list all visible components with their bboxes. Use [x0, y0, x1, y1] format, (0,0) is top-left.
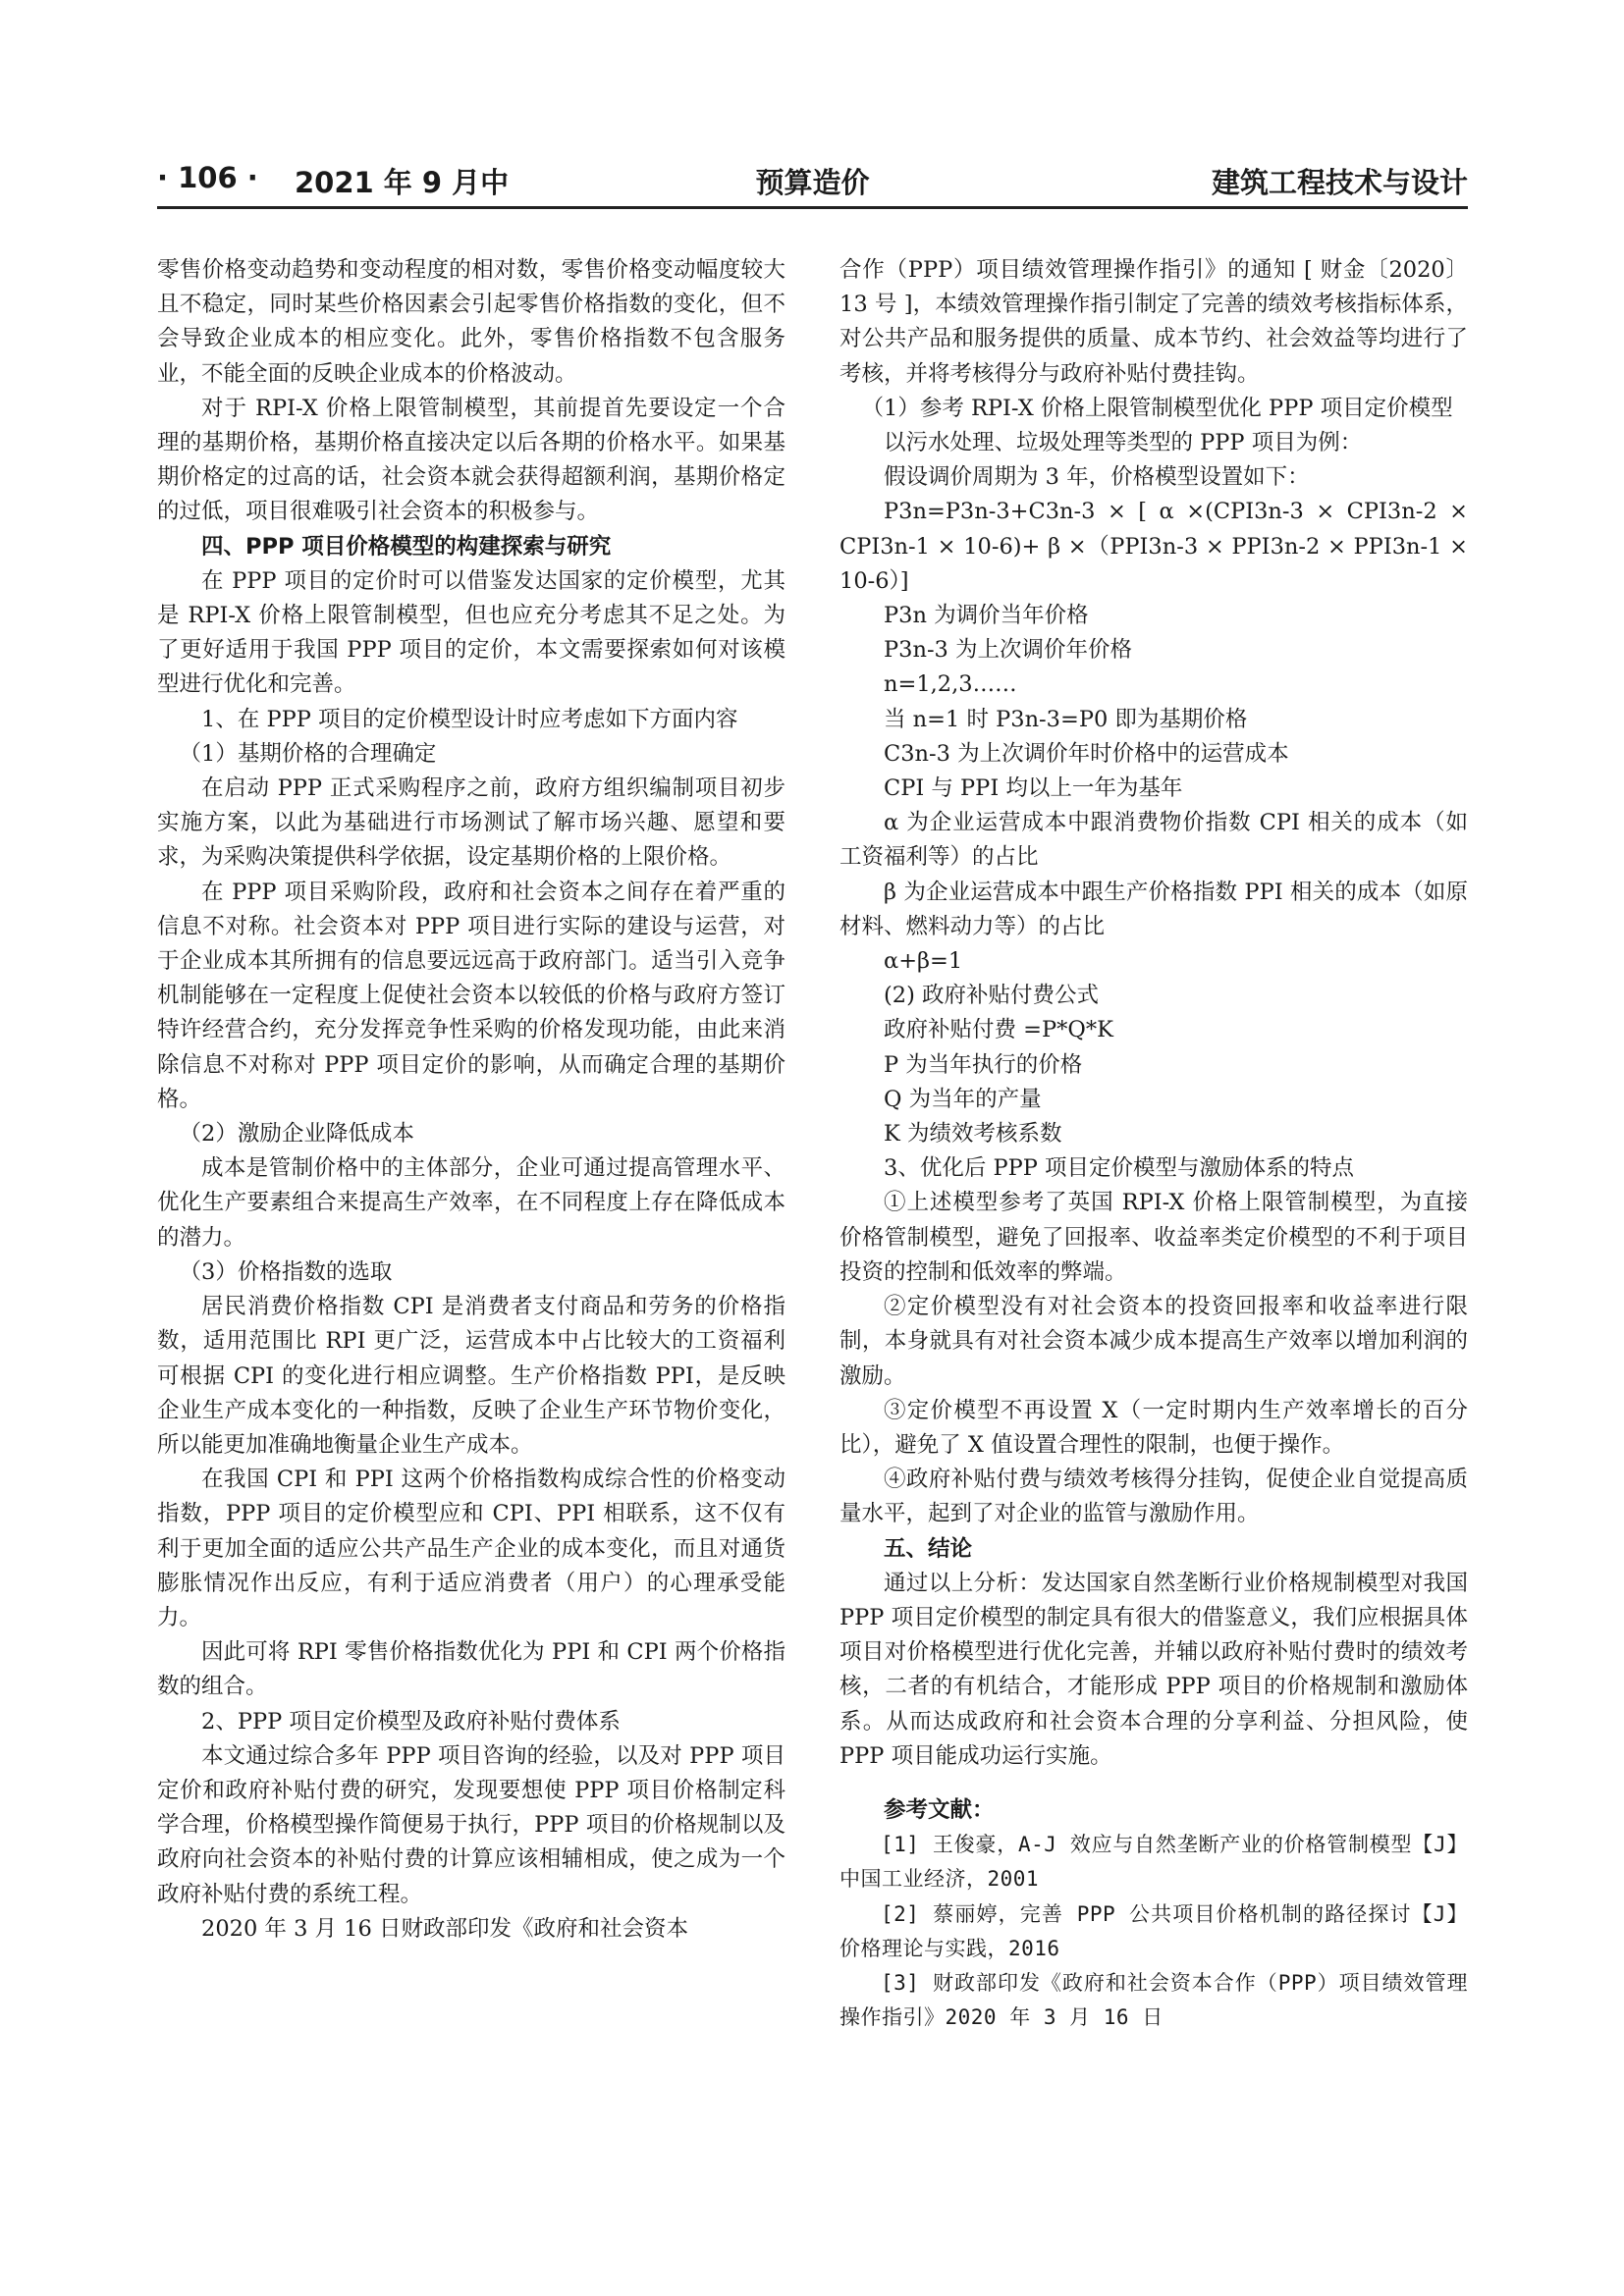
- formula-line: 当 n=1 时 P3n-3=P0 即为基期价格: [884, 706, 1248, 732]
- paragraph: 本文通过综合多年 PPP 项目咨询的经验，以及对 PPP 项目定价和政府补贴付费的研究，发现要想使 PPP 项目价格制定科学合理，价格模型操作简便易于执行，PPP 项目的价格规制以及政府向社会资本的补贴付费的计算应该相辅相成，使之成为一个政府补贴付费的系统工程。: [157, 1742, 785, 1907]
- reference-item: [2] 蔡丽婷，完善 PPP 公共项目价格机制的路径探讨【J】价格理论与实践，2016: [839, 1901, 1468, 1960]
- section-heading: 五、结论: [884, 1535, 973, 1562]
- paragraph: 通过以上分析：发达国家自然垄断行业价格规制模型对我国 PPP 项目定价模型的制定具有很大的借鉴意义，我们应根据具体项目对价格模型进行优化完善，并辅以政府补贴付费时的绩效考核，二者的有机结合，才能形成 PPP 项目的价格规制和激励体系。从而达成政府和社会资本合理的分享利益、分担风险，使 PPP 项目能成功运行实施。: [839, 1570, 1468, 1769]
- paragraph: β 为企业运营成本中跟生产价格指数 PPI 相关的成本（如原材料、燃料动力等）的占比: [839, 879, 1468, 939]
- formula-line: 以污水处理、垃圾处理等类型的 PPP 项目为例：: [884, 430, 1363, 456]
- paragraph: 成本是管制价格中的主体部分，企业可通过提高管理水平、优化生产要素组合来提高生产效率，在不同程度上存在降低成本的潜力。: [157, 1155, 785, 1251]
- paragraph: 居民消费价格指数 CPI 是消费者支付商品和劳务的价格指数，适用范围比 RPI 更广泛，运营成本中占比较大的工资福利可根据 CPI 的变化进行相应调整。生产价格指数 PPI，是反映企业生产成本变化的一种指数，反映了企业生产环节物价变化，所以能更加准确地衡量企业生产成本。: [157, 1294, 785, 1458]
- pricing-formula: P3n=P3n-3+C3n-3 × [ α ×(CPI3n-3 × CPI3n-2 × CPI3n-1 × 10-6)+ β ×（PPI3n-3 × PPI3n-2 × PPI3n-1 × 10-6）]: [839, 499, 1468, 594]
- journal-title: 预算造价: [755, 166, 870, 199]
- paragraph: ②定价模型没有对社会资本的投资回报率和收益率进行限制，本身就具有对社会资本减少成本提高生产效率以增加利润的激励。: [839, 1294, 1468, 1389]
- paragraph: α 为企业运营成本中跟消费物价指数 CPI 相关的成本（如工资福利等）的占比: [839, 810, 1468, 871]
- paragraph: ④政府补贴付费与绩效考核得分挂钩，促使企业自觉提高质量水平，起到了对企业的监管与激励作用。: [839, 1467, 1468, 1527]
- paragraph: 对于 RPI-X 价格上限管制模型，其前提首先要设定一个合理的基期价格，基期价格直接决定以后各期的价格水平。如果基期价格定的过高的话，社会资本就会获得超额利润，基期价格定的过低，项目很难吸引社会资本的积极参与。: [157, 395, 785, 525]
- paragraph: 1、在 PPP 项目的定价模型设计时应考虑如下方面内容: [201, 706, 738, 732]
- formula-line: P 为当年执行的价格: [884, 1051, 1083, 1078]
- subheading: （2）激励企业降低成本: [179, 1121, 414, 1148]
- paragraph: 2020 年 3 月 16 日财政部印发《政府和社会资本: [201, 1915, 688, 1942]
- formula-line: P3n-3 为上次调价年价格: [884, 637, 1133, 664]
- formula-line: CPI 与 PPI 均以上一年为基年: [884, 775, 1183, 802]
- formula-line: K 为绩效考核系数: [884, 1121, 1062, 1148]
- page-number: · 106 ·: [157, 161, 258, 194]
- formula-line: α+β=1: [884, 948, 963, 975]
- formula-line: (2) 政府补贴付费公式: [884, 983, 1100, 1009]
- subheading: （3）价格指数的选取: [179, 1258, 393, 1285]
- section-heading: 四、PPP 项目价格模型的构建探索与研究: [201, 533, 612, 560]
- paragraph: ③定价模型不再设置 X（一定时期内生产效率增长的百分比），避免了 X 值设置合理性的限制，也便于操作。: [839, 1397, 1468, 1458]
- paragraph: 因此可将 RPI 零售价格指数优化为 PPI 和 CPI 两个价格指数的组合。: [157, 1639, 785, 1700]
- formula-line: C3n-3 为上次调价年时价格中的运营成本: [884, 740, 1289, 767]
- reference-item: [3] 财政部印发《政府和社会资本合作（PPP）项目绩效管理操作指引》2020 年 3 月 16 日: [839, 1970, 1468, 2030]
- page-header: [157, 155, 1468, 204]
- paragraph: 在 PPP 项目采购阶段，政府和社会资本之间存在着严重的信息不对称。社会资本对 PPP 项目进行实际的建设与运营，对于企业成本其所拥有的信息要远远高于政府部门。适当引入竞争机制能够在一定程度上促使社会资本以较低的价格与政府方签订特许经营合约，充分发挥竞争性采购的价格发现功能，由此来消除信息不对称对 PPP 项目定价的影响，从而确定合理的基期价格。: [157, 879, 785, 1112]
- section-title: 建筑工程技术与设计: [1211, 166, 1468, 199]
- paragraph: 零售价格变动趋势和变动程度的相对数，零售价格变动幅度较大且不稳定，同时某些价格因素会引起零售价格指数的变化，但不会导致企业成本的相应变化。此外，零售价格指数不包含服务业，不能全面的反映企业成本的价格波动。: [157, 257, 785, 387]
- references-heading: 参考文献：: [884, 1796, 995, 1823]
- subheading: （1）参考 RPI-X 价格上限管制模型优化 PPP 项目定价模型: [861, 395, 1453, 421]
- formula-line: Q 为当年的产量: [884, 1086, 1042, 1112]
- right-column: [839, 253, 1468, 2035]
- paragraph: 在 PPP 项目的定价时可以借鉴发达国家的定价模型，尤其是 RPI-X 价格上限管制模型，但也应充分考虑其不足之处。为了更好适用于我国 PPP 项目的定价，本文需要探索如何对该模型进行优化和完善。: [157, 567, 785, 698]
- header-rule: [157, 206, 1468, 209]
- paragraph: ①上述模型参考了英国 RPI-X 价格上限管制模型，为直接价格管制模型，避免了回报率、收益率类定价模型的不利于项目投资的控制和低效率的弊端。: [839, 1190, 1468, 1285]
- formula-line: 假设调价周期为 3 年，价格模型设置如下：: [884, 464, 1310, 491]
- formula-line: 政府补贴付费 =P*Q*K: [884, 1017, 1113, 1043]
- paragraph: 在我国 CPI 和 PPI 这两个价格指数构成综合性的价格变动指数，PPP 项目的定价模型应和 CPI、PPI 相联系，这不仅有利于更加全面的适应公共产品生产企业的成本变化，而且对通货膨胀情况作出反应，有利于适应消费者（用户）的心理承受能力。: [157, 1467, 785, 1630]
- left-column: [157, 253, 785, 1947]
- paragraph: 2、PPP 项目定价模型及政府补贴付费体系: [201, 1708, 621, 1735]
- paragraph: 3、优化后 PPP 项目定价模型与激励体系的特点: [884, 1155, 1355, 1182]
- formula-line: n=1,2,3……: [884, 671, 1017, 698]
- formula-line: P3n 为调价当年价格: [884, 603, 1089, 629]
- subheading: （1）基期价格的合理确定: [179, 740, 437, 767]
- reference-item: [1] 王俊豪，A-J 效应与自然垄断产业的价格管制模型【J】中国工业经济，2001: [839, 1833, 1468, 1892]
- issue-date: 2021 年 9 月中: [295, 166, 510, 199]
- paragraph: 在启动 PPP 正式采购程序之前，政府方组织编制项目初步实施方案，以此为基础进行市场测试了解市场兴趣、愿望和要求，为采购决策提供科学依据，设定基期价格的上限价格。: [157, 775, 785, 871]
- paragraph: 合作（PPP）项目绩效管理操作指引》的通知 [ 财金〔2020〕13 号 ]，本绩效管理操作指引制定了完善的绩效考核指标体系，对公共产品和服务提供的质量、成本节约、社会效益等均进行了考核，并将考核得分与政府补贴付费挂钩。: [839, 257, 1468, 387]
